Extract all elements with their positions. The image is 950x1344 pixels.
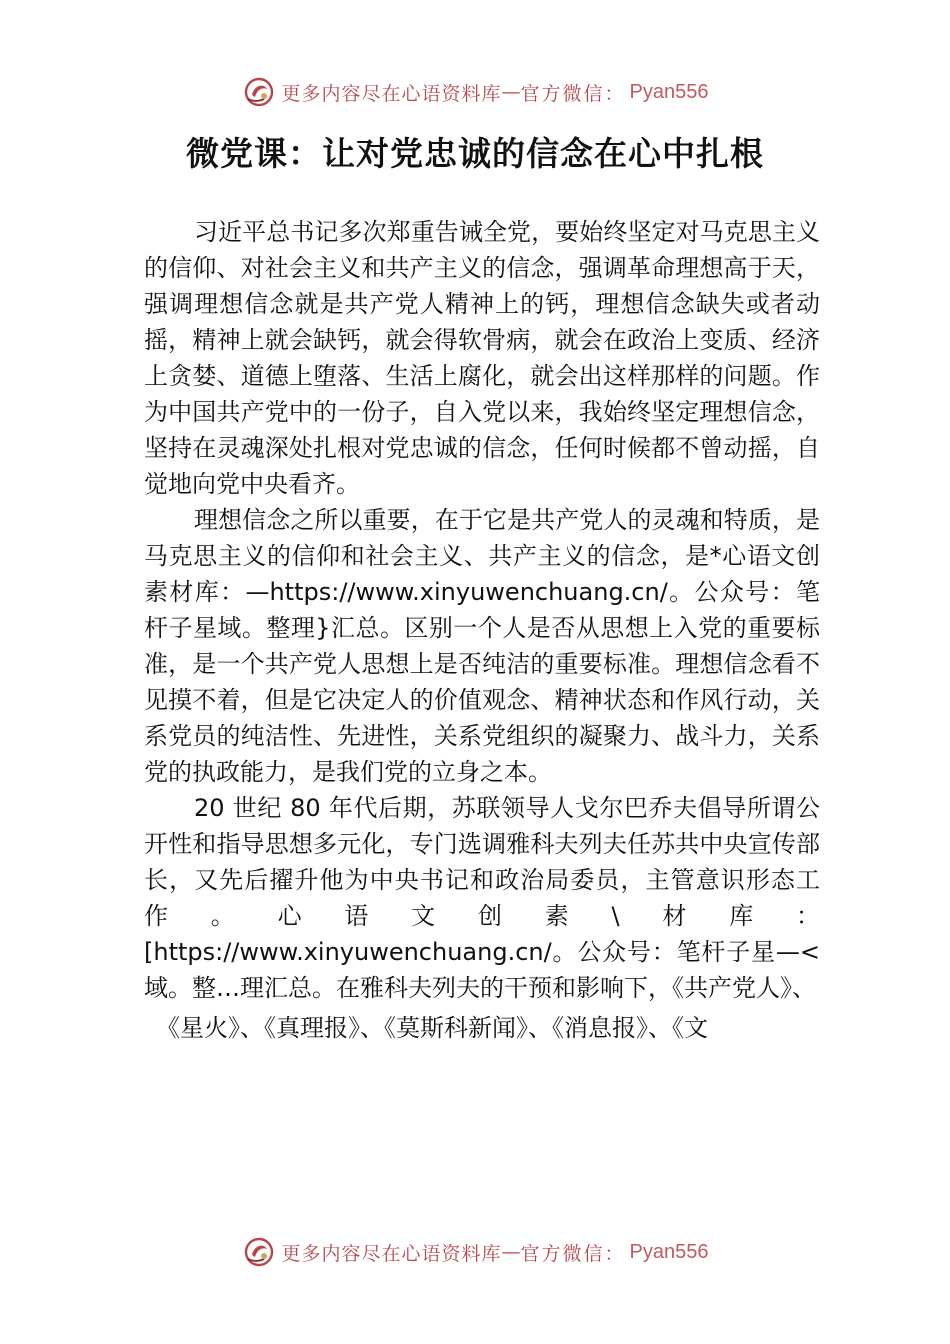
banner-separator: — — [501, 1241, 521, 1263]
banner-brand-text: 更多内容尽在心语资料库 — [281, 1242, 502, 1265]
document-title: 微党课：让对党忠诚的信念在心中扎根 — [186, 134, 764, 173]
paragraph-2: 理想信念之所以重要，在于它是共产党人的灵魂和特质，是马克思主义的信仰和社会主义、共产主义的信念，是*心语文创素材库：—https://www.xinyuwenchuang.cn/。公众号：笔杆子星域。整理}汇总。区别一个人是否从思想上入党的重要标准，是一个共产党人思想上是否纯洁的重要标准。理想信念看不见摸不着，但是它决定人的价值观念、精神状态和作风行动，关系党员的纯洁性、先进性，关系党组织的凝聚力、战斗力，关系党的执政能力，是我们党的立身之本。 — [144, 506, 820, 786]
banner-brand-text: 更多内容尽在心语资料库 — [281, 82, 502, 105]
red-swirl-logo-icon — [242, 1235, 276, 1269]
document-body — [144, 214, 820, 1046]
banner-separator: — — [501, 81, 521, 103]
banner-wechat-id: Pyan556 — [629, 80, 709, 103]
banner-wechat-label: 官方微信： — [520, 1242, 626, 1265]
paragraph-1: 习近平总书记多次郑重告诫全党，要始终坚定对马克思主义的信仰、对社会主义和共产主义的信念，强调革命理想高于天，强调理想信念就是共产党人精神上的钙，理想信念缺失或者动摇，精神上就会缺钙，就会得软骨病，就会在政治上变质、经济上贪婪、道德上堕落、生活上腐化，就会出这样那样的问题。作为中国共产党中的一份子，自入党以来，我始终坚定理想信念，坚持在灵魂深处扎根对党忠诚的信念，任何时候都不曾动摇，自觉地向党中央看齐。 — [144, 218, 820, 498]
footer-watermark-banner — [0, 1232, 950, 1272]
paragraph-3: 20 世纪 80 年代后期，苏联领导人戈尔巴乔夫倡导所谓公开性和指导思想多元化，专门选调雅科夫列夫任苏共中央宣传部长，又先后擢升他为中央书记和政治局委员，主管意识形态工作。心语文创素\材库：[https://www.xinyuwenchuang.cn/。公众号：笔杆子星—<域。整…理汇总。在雅科夫列夫的干预和影响下，《共产党人》、 — [144, 794, 820, 1002]
paragraph-4: 《星火》、《真理报》、《莫斯科新闻》、《消息报》、《文 — [156, 1014, 708, 1042]
banner-wechat-id: Pyan556 — [629, 1240, 709, 1263]
banner-wechat-label: 官方微信： — [520, 82, 626, 105]
red-swirl-logo-icon — [242, 75, 276, 109]
header-watermark-banner — [0, 72, 950, 112]
